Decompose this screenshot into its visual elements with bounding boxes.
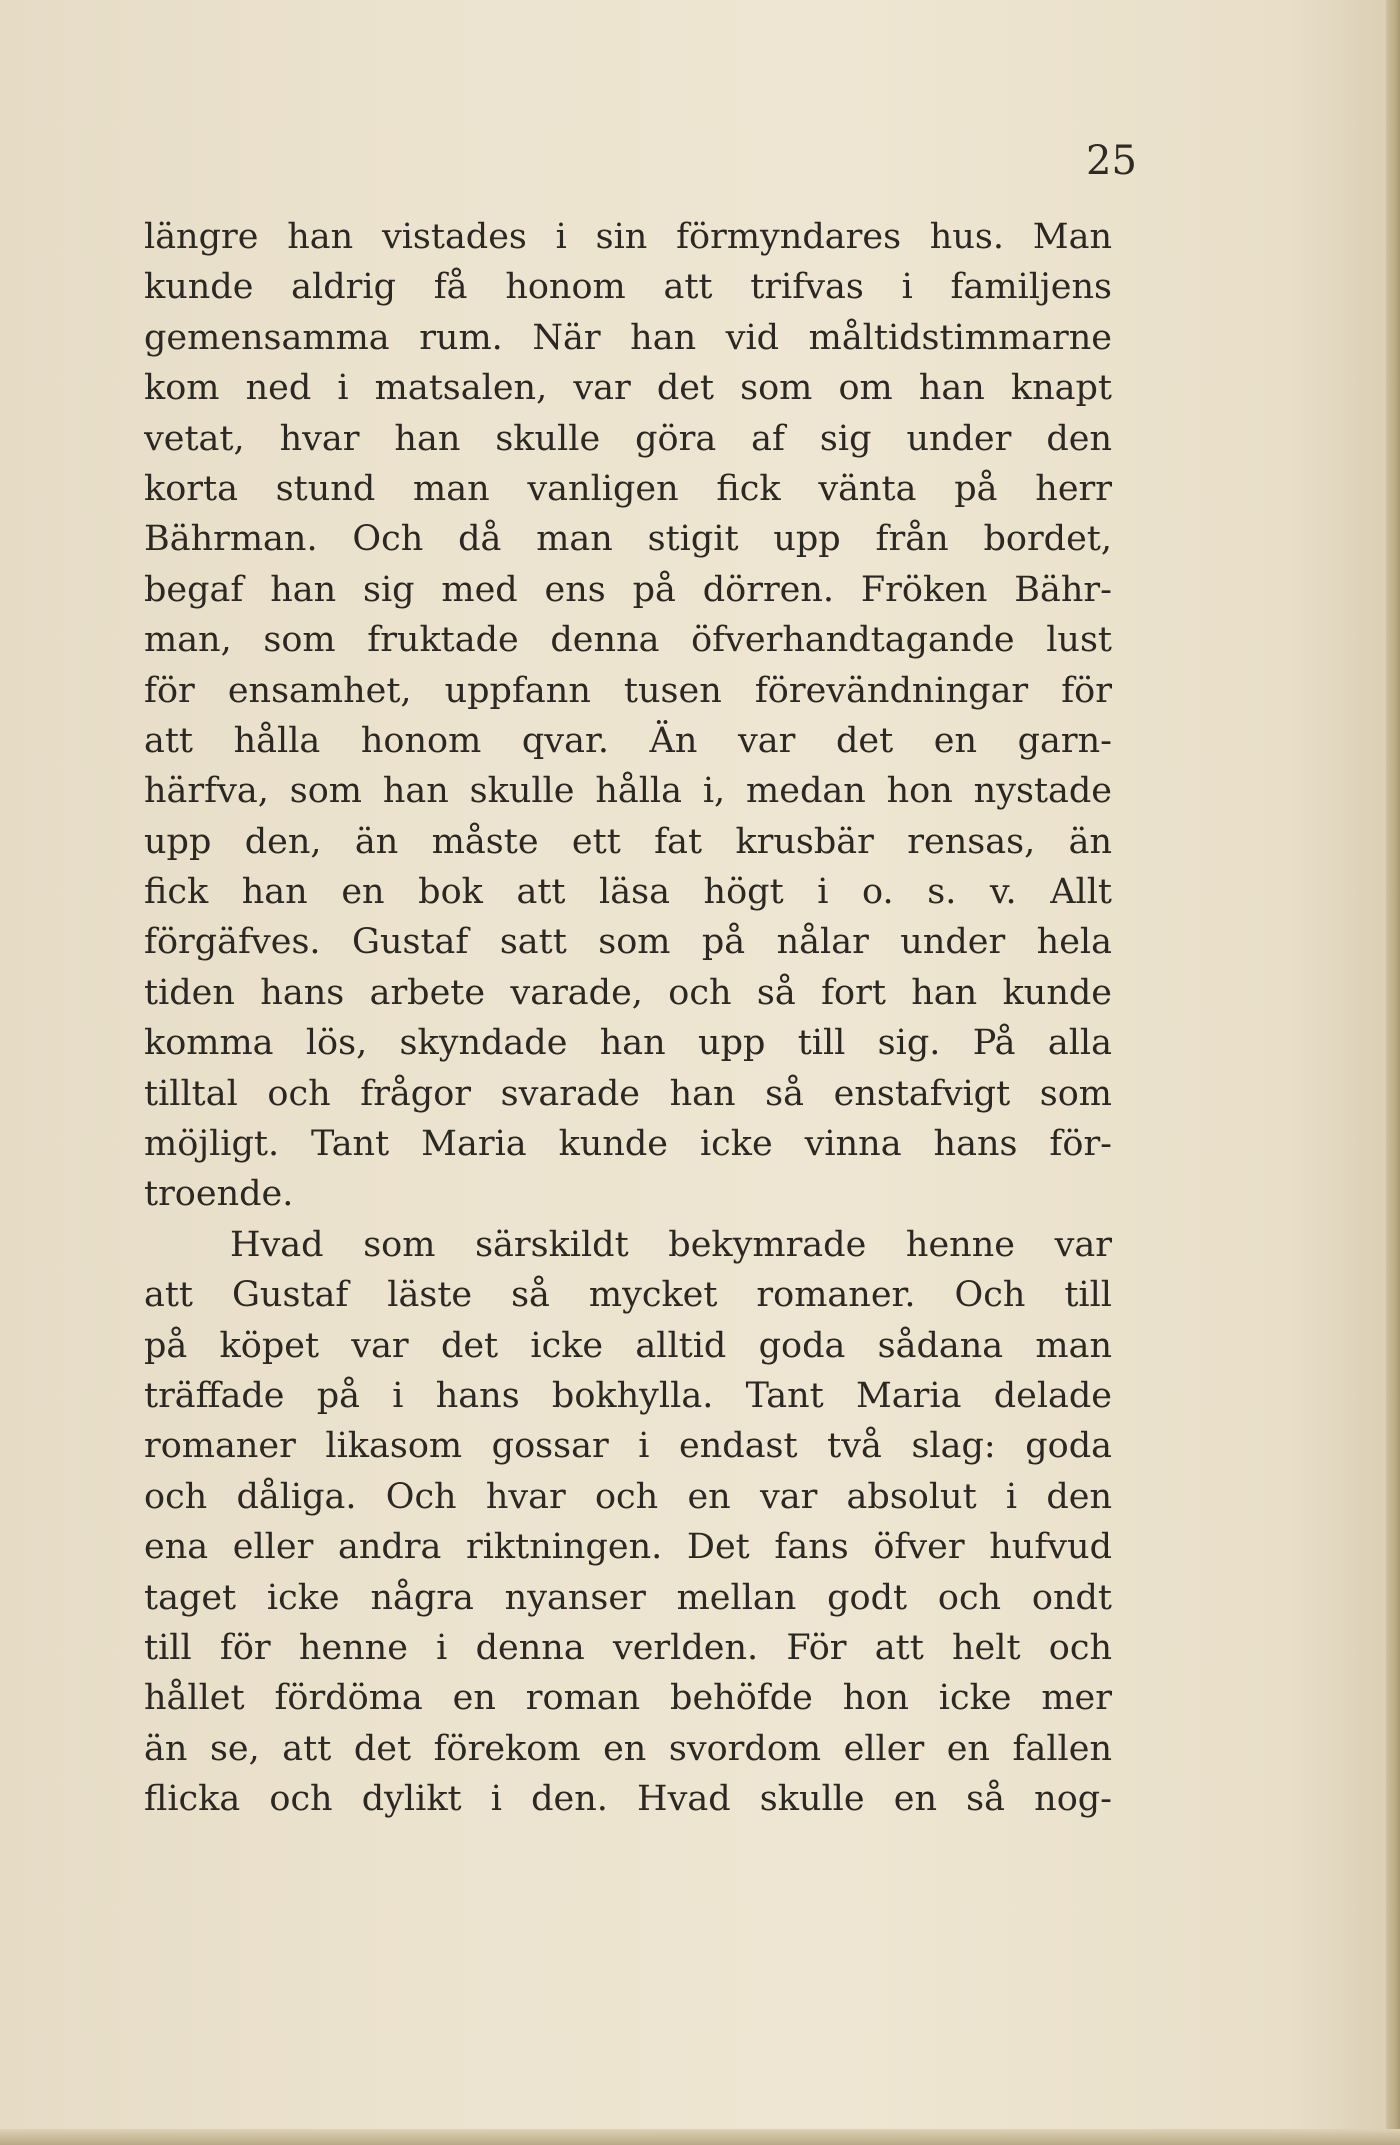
text-line: kunde aldrig få honom att trifvas i familjens (144, 267, 1112, 308)
text-line: begaf han sig med ens på dörren. Fröken Bähr- (144, 569, 1112, 610)
text-line: komma lös, skyndade han upp till sig. På alla (144, 1023, 1112, 1064)
text-line: på köpet var det icke alltid goda sådana man (144, 1325, 1112, 1366)
text-line: flicka och dylikt i den. Hvad skulle en så nog- (144, 1779, 1112, 1820)
text-line: än se, att det förekom en svordom eller en fallen (144, 1728, 1112, 1769)
text-line: vetat, hvar han skulle göra af sig under den (144, 418, 1112, 459)
text-line: Bährman. Och då man stigit upp från bordet, (144, 519, 1112, 560)
text-line: man, som fruktade denna öfverhandtagande lust (144, 620, 1112, 661)
text-line: ena eller andra riktningen. Det fans öfver hufvud (144, 1527, 1112, 1568)
text-line: till för henne i denna verlden. För att helt och (144, 1627, 1112, 1668)
text-line: längre han vistades i sin förmyndares hus. Man (144, 217, 1112, 257)
text-line: kom ned i matsalen, var det som om han knapt (144, 368, 1112, 409)
text-line: taget icke några nyanser mellan godt och ondt (144, 1577, 1112, 1618)
text-line: härfva, som han skulle hålla i, medan hon nystade (144, 771, 1112, 812)
text-line: tiden hans arbete varade, och så fort han kunde (144, 972, 1112, 1013)
text-line: att hålla honom qvar. Än var det en garn- (144, 720, 1112, 761)
text-line: gemensamma rum. När han vid måltidstimmarne (144, 317, 1112, 358)
text-line: att Gustaf läste så mycket romaner. Och till (144, 1275, 1112, 1316)
text-line: tilltal och frågor svarade han så enstafvigt som (144, 1073, 1112, 1114)
text-line: troende. (144, 1174, 294, 1215)
text-line: upp den, än måste ett fat krusbär rensas, än (144, 821, 1112, 862)
page-right-edge (1386, 0, 1400, 2145)
text-line: träffade på i hans bokhylla. Tant Maria delade (144, 1375, 1112, 1416)
text-line: romaner likasom gossar i endast två slag: goda (144, 1426, 1112, 1467)
text-line: korta stund man vanligen fick vänta på herr (144, 468, 1112, 509)
page-bottom-edge (0, 2129, 1400, 2145)
text-line: och dåliga. Och hvar och en var absolut i den (144, 1476, 1112, 1517)
text-line: hållet fördöma en roman behöfde hon icke mer (144, 1678, 1112, 1719)
text-line: möjligt. Tant Maria kunde icke vinna hans för- (144, 1124, 1112, 1165)
text-line: för ensamhet, uppfann tusen förevändningar för (144, 670, 1112, 711)
body-text (144, 212, 1112, 1825)
text-line: förgäfves. Gustaf satt som på nålar under hela (144, 922, 1112, 963)
text-line: fick han en bok att läsa högt i o. s. v. Allt (144, 872, 1112, 913)
page-number: 25 (1086, 138, 1137, 184)
text-line: Hvad som särskildt bekymrade henne var (230, 1224, 1112, 1265)
